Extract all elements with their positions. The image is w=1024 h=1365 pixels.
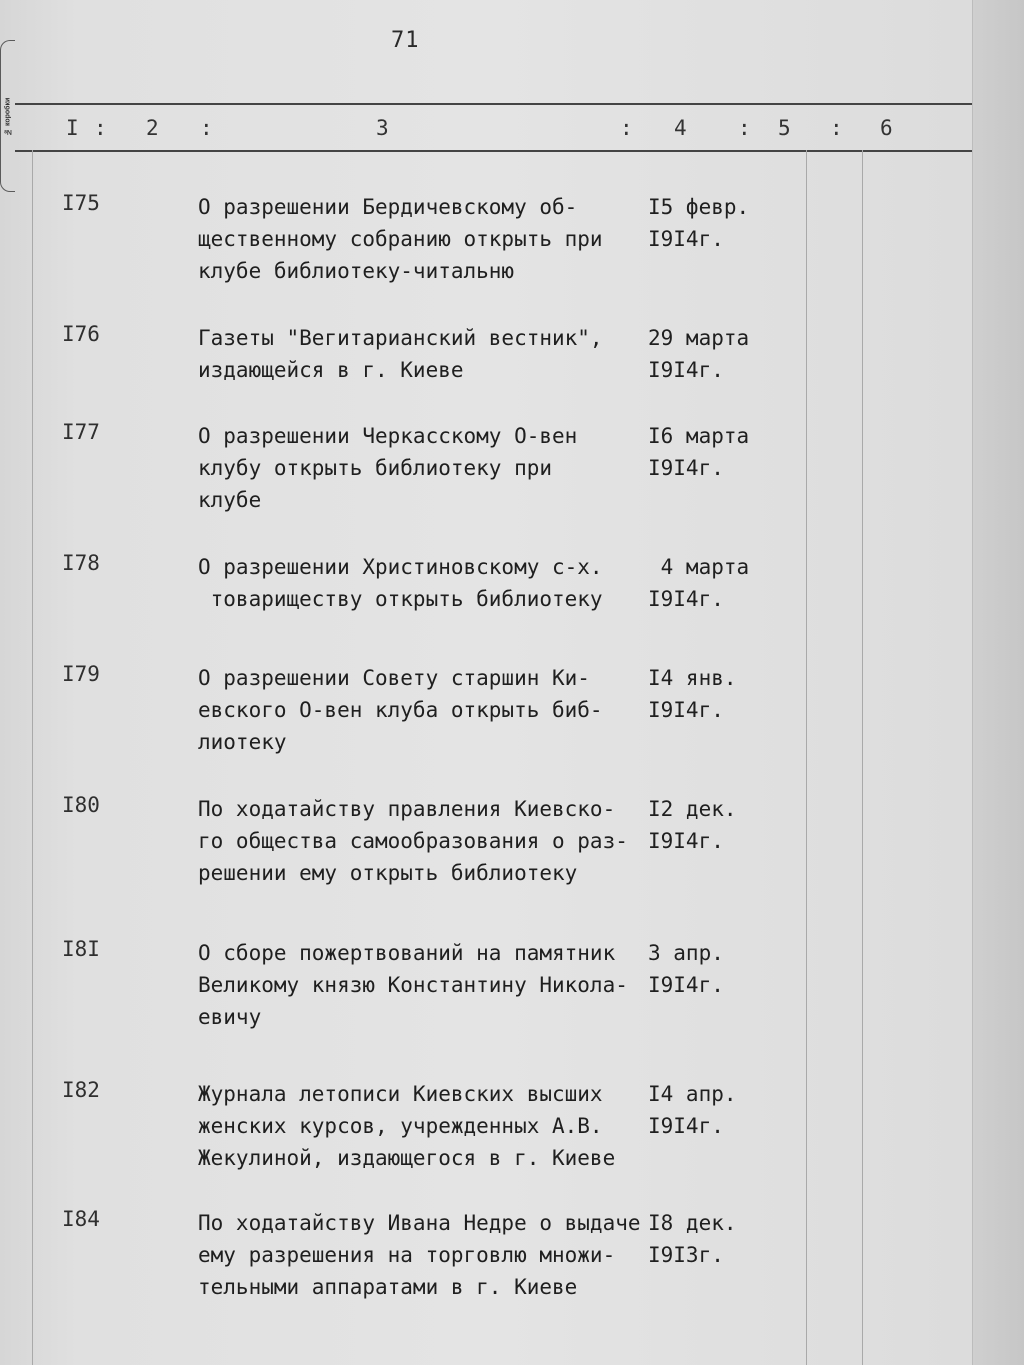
header-separator: : bbox=[830, 116, 843, 140]
row-number: I75 bbox=[62, 191, 100, 215]
box-label-tab bbox=[0, 40, 15, 192]
date-line: I5 февр. bbox=[648, 195, 750, 219]
date-line: I9I4г. bbox=[648, 829, 724, 853]
description-line: По ходатайству Ивана Недре о выдаче bbox=[198, 1211, 641, 1235]
row-date bbox=[648, 420, 749, 484]
header-separator: : bbox=[738, 116, 751, 140]
row-number: I84 bbox=[62, 1207, 100, 1231]
header-separator: : bbox=[620, 116, 633, 140]
row-description bbox=[198, 937, 638, 1033]
description-line: ему разрешения на торговлю множи- bbox=[198, 1243, 616, 1267]
row-description bbox=[198, 662, 638, 758]
description-line: Газеты "Вегитарианский вестник", bbox=[198, 326, 603, 350]
box-label-text: № коробки bbox=[4, 97, 12, 135]
row-description bbox=[198, 1078, 638, 1174]
row-description bbox=[198, 191, 638, 287]
column-rule bbox=[862, 150, 863, 1365]
row-number: I8I bbox=[62, 937, 100, 961]
description-line: товариществу открыть библиотеку bbox=[198, 587, 603, 611]
description-line: О разрешении Черкасскому О-вен bbox=[198, 424, 578, 448]
row-description bbox=[198, 322, 638, 386]
column-rule bbox=[806, 150, 807, 1365]
header-col-3: 3 bbox=[376, 116, 389, 140]
date-line: 4 марта bbox=[648, 555, 750, 579]
description-line: тельными аппаратами в г. Киеве bbox=[198, 1275, 578, 1299]
date-line: I9I4г. bbox=[648, 587, 724, 611]
description-line: клубе bbox=[198, 488, 262, 512]
row-description bbox=[198, 420, 638, 516]
description-line: О разрешении Христиновскому с-х. bbox=[198, 555, 603, 579]
date-line: I9I4г. bbox=[648, 1114, 724, 1138]
date-line: I4 янв. bbox=[648, 666, 737, 690]
description-line: Журнала летописи Киевских высших bbox=[198, 1082, 603, 1106]
row-number: I77 bbox=[62, 420, 100, 444]
right-page-edge bbox=[972, 0, 1024, 1365]
description-line: евского О-вен клуба открыть биб- bbox=[198, 698, 603, 722]
date-line: I9I4г. bbox=[648, 973, 724, 997]
row-date bbox=[648, 191, 749, 255]
row-description bbox=[198, 1207, 641, 1303]
row-date bbox=[648, 551, 749, 615]
description-line: О разрешении Бердичевскому об- bbox=[198, 195, 578, 219]
header-col-1: I bbox=[66, 116, 79, 140]
date-line: I9I4г. bbox=[648, 456, 724, 480]
description-line: клубу открыть библиотеку при bbox=[198, 456, 553, 480]
header-col-4: 4 bbox=[674, 116, 687, 140]
row-number: I78 bbox=[62, 551, 100, 575]
header-bottom-rule bbox=[15, 150, 972, 152]
header-col-2: 2 bbox=[146, 116, 159, 140]
row-number: I79 bbox=[62, 662, 100, 686]
date-line: 29 марта bbox=[648, 326, 750, 350]
row-description bbox=[198, 551, 638, 615]
date-line: 3 апр. bbox=[648, 941, 724, 965]
date-line: I9I4г. bbox=[648, 698, 724, 722]
description-line: женских курсов, учрежденных А.В. bbox=[198, 1114, 603, 1138]
date-line: I6 марта bbox=[648, 424, 750, 448]
row-date bbox=[648, 1207, 737, 1271]
date-line: I9I3г. bbox=[648, 1243, 724, 1267]
row-date bbox=[648, 937, 724, 1001]
page-number: 71 bbox=[391, 28, 420, 53]
description-line: лиотеку bbox=[198, 730, 287, 754]
description-line: О сборе пожертвований на памятник bbox=[198, 941, 616, 965]
column-rule bbox=[32, 150, 33, 1365]
header-col-6: 6 bbox=[880, 116, 893, 140]
date-line: I9I4г. bbox=[648, 227, 724, 251]
date-line: I8 дек. bbox=[648, 1211, 737, 1235]
row-number: I80 bbox=[62, 793, 100, 817]
description-line: Жекулиной, издающегося в г. Киеве bbox=[198, 1146, 616, 1170]
date-line: I2 дек. bbox=[648, 797, 737, 821]
description-line: клубе библиотеку-читальню bbox=[198, 259, 515, 283]
description-line: го общества самообразования о раз- bbox=[198, 829, 628, 853]
row-number: I76 bbox=[62, 322, 100, 346]
description-line: евичу bbox=[198, 1005, 262, 1029]
row-description bbox=[198, 793, 638, 889]
description-line: По ходатайству правления Киевско- bbox=[198, 797, 616, 821]
header-col-5: 5 bbox=[778, 116, 791, 140]
date-line: I4 апр. bbox=[648, 1082, 737, 1106]
description-line: решении ему открыть библиотеку bbox=[198, 861, 578, 885]
row-date bbox=[648, 662, 737, 726]
row-date bbox=[648, 793, 737, 857]
date-line: I9I4г. bbox=[648, 358, 724, 382]
row-date bbox=[648, 322, 749, 386]
row-date bbox=[648, 1078, 737, 1142]
header-top-rule bbox=[15, 103, 972, 105]
header-separator: : bbox=[94, 116, 107, 140]
description-line: щественному собранию открыть при bbox=[198, 227, 603, 251]
description-line: издающейся в г. Киеве bbox=[198, 358, 464, 382]
description-line: О разрешении Совету старшин Ки- bbox=[198, 666, 590, 690]
header-separator: : bbox=[200, 116, 213, 140]
row-number: I82 bbox=[62, 1078, 100, 1102]
description-line: Великому князю Константину Никола- bbox=[198, 973, 628, 997]
